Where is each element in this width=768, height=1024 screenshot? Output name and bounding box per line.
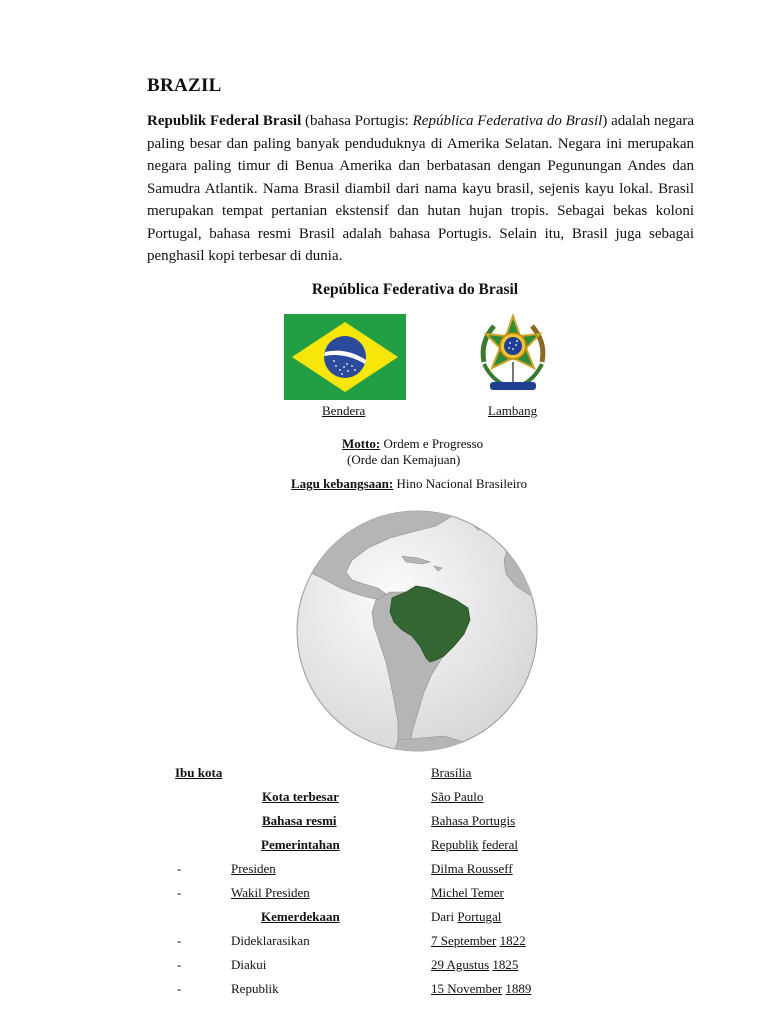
page-title: BRAZIL <box>147 75 222 96</box>
independence-value: Dari Portugal <box>431 909 502 924</box>
portuguese-name: República Federativa do Brasil <box>412 113 603 129</box>
coat-of-arms-image[interactable] <box>470 312 556 402</box>
location-globe-map[interactable] <box>294 508 540 754</box>
anthem-value: Hino Nacional Brasileiro <box>393 476 528 491</box>
coat-center <box>504 337 522 355</box>
recognized-dash: - <box>177 957 182 972</box>
republic-dash: - <box>177 981 182 996</box>
independence-from-link[interactable]: Portugal <box>457 909 502 924</box>
vice-president-label[interactable]: Wakil Presiden <box>231 885 310 900</box>
intro-paragraph <box>147 110 694 268</box>
motto-line <box>342 436 483 452</box>
country-official-name: Republik Federal Brasil <box>147 113 302 129</box>
brazil-flag-image[interactable] <box>284 314 406 400</box>
anthem-line <box>291 476 527 492</box>
government-label[interactable]: Pemerintahan <box>261 837 340 852</box>
coat-ribbon <box>490 382 536 390</box>
motto-label[interactable]: Motto: <box>342 436 381 451</box>
capital-label[interactable]: Ibu kota <box>175 765 223 780</box>
motto-value: Ordem e Progresso <box>380 436 484 451</box>
recognized-value[interactable]: 29 Agustus 1825 <box>431 957 519 972</box>
anthem-label[interactable]: Lagu kebangsaan: <box>291 476 394 491</box>
recognized-label: Diakui <box>231 957 267 972</box>
republic-value[interactable]: 15 November 1889 <box>431 981 532 996</box>
government-value[interactable]: Republik federal <box>431 837 519 852</box>
language-value[interactable]: Bahasa Portugis <box>431 813 516 828</box>
president-label[interactable]: Presiden <box>231 861 276 876</box>
declared-label: Dideklarasikan <box>231 933 310 948</box>
coat-caption-link[interactable]: Lambang <box>488 403 538 418</box>
infobox-title: República Federativa do Brasil <box>311 281 519 298</box>
flag-caption-link[interactable]: Bendera <box>322 403 366 418</box>
declared-dash: - <box>177 933 182 948</box>
president-dash: - <box>177 861 182 876</box>
republic-label: Republik <box>231 981 279 996</box>
motto-translation: (Orde dan Kemajuan) <box>347 452 461 467</box>
largest-city-value[interactable]: São Paulo <box>431 789 484 804</box>
declared-value[interactable]: 7 September 1822 <box>431 933 526 948</box>
vice-president-dash: - <box>177 885 182 900</box>
language-label[interactable]: Bahasa resmi <box>262 813 337 828</box>
capital-value[interactable]: Brasília <box>431 765 472 780</box>
intro-text-a: (bahasa Portugis: <box>301 113 413 129</box>
vice-president-value[interactable]: Michel Temer <box>431 885 504 900</box>
president-value[interactable]: Dilma Rousseff <box>431 861 513 876</box>
largest-city-label[interactable]: Kota terbesar <box>262 789 339 804</box>
intro-text-b: ) adalah negara paling besar dan paling banyak penduduknya di Amerika Selatan. Negara ini merupakan negara paling timur di Benua Amerika dan berbatasan dengan Pegunungan Andes dan Samudra Atlantik. Nama Brasil diambil dari nama kayu brasil, sejenis kayu lokal. Brasil merupakan tempat pertanian ekstensif dan hutan hujan tropis. Sebagai bekas koloni Portugal, bahasa resmi Brasil adalah bahasa Portugis. Selain itu, Brasil juga sebagai penghasil kopi terbesar di dunia. <box>147 113 695 264</box>
independence-label[interactable]: Kemerdekaan <box>261 909 340 924</box>
